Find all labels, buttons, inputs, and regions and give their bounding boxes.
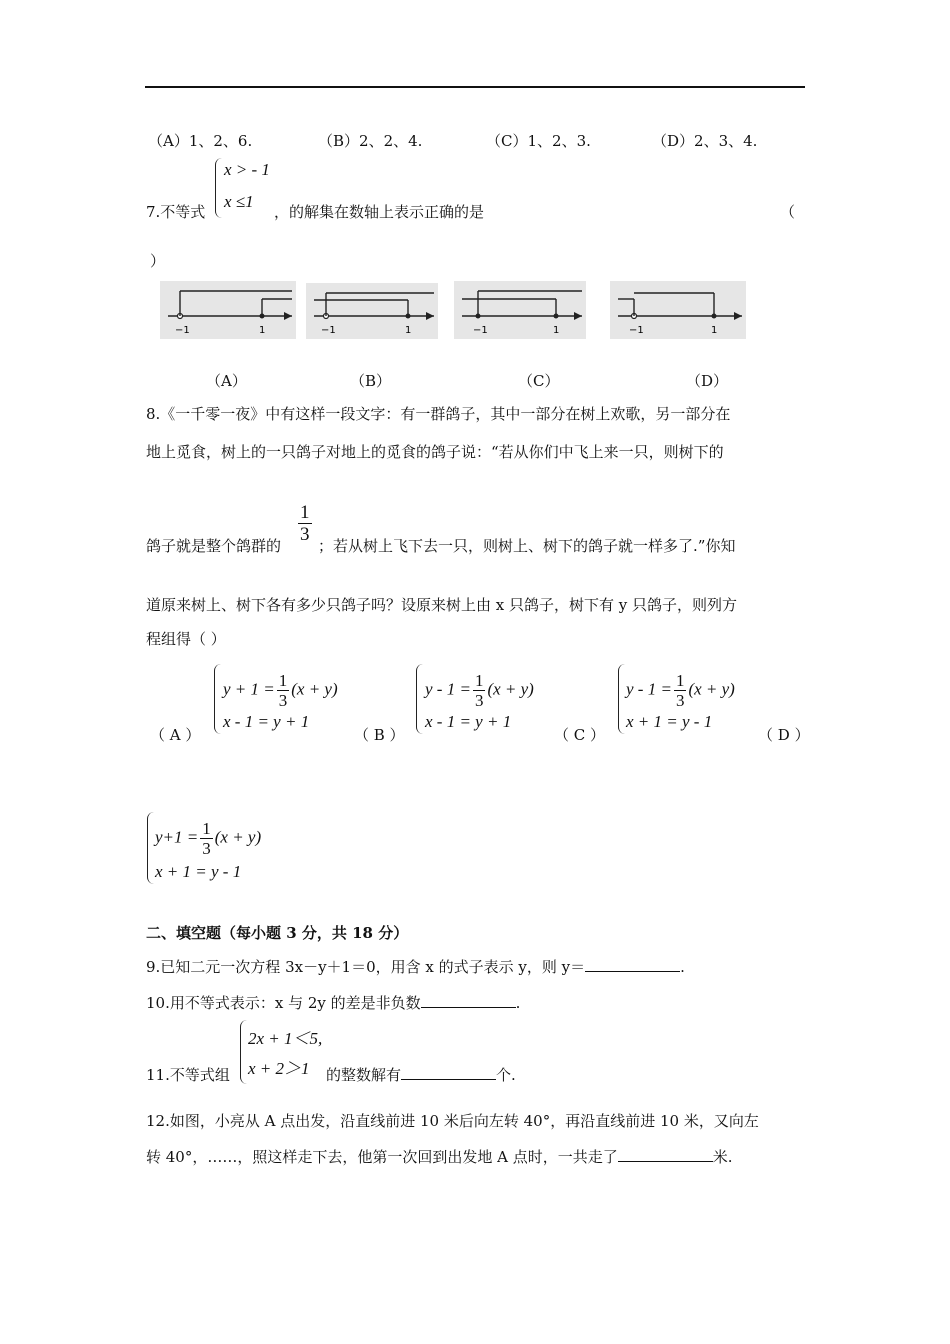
q8-line4: 道原来树上、树下各有多少只鸽子吗？设原来树上由 x 只鸽子，树下有 y 只鸽子，则列方: [146, 596, 738, 614]
q8-a-eq2: x - 1 = y + 1: [223, 712, 310, 731]
q11-brace: [240, 1020, 247, 1084]
number-line-c-tick-neg: −1: [473, 325, 488, 336]
q11-prefix: 11.不等式组: [146, 1066, 230, 1084]
q8-c-brace: [618, 664, 625, 734]
q8-fraction: [298, 503, 312, 544]
q11-tail: 的整数解有 个.: [326, 1066, 516, 1084]
q8-d-brace: [147, 812, 154, 884]
q7-question: ，的解集在数轴上表示正确的是: [274, 203, 485, 221]
q8-line5: 程组得（ ）: [146, 630, 226, 648]
q7-paren-open: （: [780, 203, 796, 221]
number-line-a-tick-pos: 1: [259, 325, 266, 336]
number-line-d-tick-neg: −1: [629, 325, 644, 336]
q8-a-eq1: y + 1 = $\frac{1}{3}$ (x + y): [223, 671, 338, 710]
q7-label-a: （A）: [206, 372, 247, 390]
q8-line2: 地上觅食，树上的一只鸽子对地上的觅食的鸽子说：“若从你们中飞上来一只，则树下的: [146, 443, 724, 461]
q8-c-eq1: y - 1 = $\frac{1}{3}$ (x + y): [626, 671, 735, 710]
number-line-a: [160, 281, 296, 339]
q7-label-c: （C）: [518, 372, 560, 390]
q8-a-label: （ A ）: [150, 726, 201, 744]
q6-option-d: （D）2、3、4.: [652, 132, 758, 150]
q7-label-b: （B）: [350, 372, 392, 390]
q6-option-c: （C）1、2、3.: [486, 132, 591, 150]
number-line-d: [610, 281, 746, 339]
q7-paren-close: ）: [150, 252, 166, 270]
q8-d-eq1: y+1 = $\frac{1}{3}$ (x + y): [155, 819, 262, 858]
q10-answer-blank[interactable]: [421, 993, 516, 1008]
q11-system-line2: x + 2＞1: [248, 1059, 310, 1078]
q8-line3a: 鸽子就是整个鸽群的: [146, 537, 282, 555]
q6-option-b: （B）2、2、4.: [318, 132, 423, 150]
number-line-b-tick-neg: −1: [321, 325, 336, 336]
q8-a-brace: [214, 664, 221, 734]
q8-b-eq2: x - 1 = y + 1: [425, 712, 512, 731]
q7-brace: [215, 158, 222, 218]
section2-title: 二、填空题（每小题 3 分，共 18 分）: [146, 924, 409, 942]
q8-line1: 8.《一千零一夜》中有这样一段文字：有一群鸽子，其中一部分在树上欢歌，另一部分在: [146, 405, 731, 423]
q9-text: 9.已知二元一次方程 3x－y＋1＝0，用含 x 的式子表示 y，则 y＝ .: [146, 958, 685, 976]
q8-b-label: （ B ）: [354, 726, 405, 744]
q8-d-eq2: x + 1 = y - 1: [155, 862, 242, 881]
q8-fraction-den: 3: [300, 524, 310, 545]
q6-option-a: （A）1、2、6.: [148, 132, 253, 150]
number-line-b-tick-pos: 1: [405, 325, 412, 336]
q8-line3b: ；若从树上飞下去一只，则树上、树下的鸽子就一样多了.”你知: [318, 537, 736, 555]
q9-answer-blank[interactable]: [585, 957, 680, 972]
q11-system-line1: 2x + 1＜5,: [248, 1029, 323, 1048]
header-rule: [145, 86, 805, 88]
number-line-c-tick-pos: 1: [553, 325, 560, 336]
q8-d-label: （ D ）: [758, 726, 810, 744]
number-line-d-tick-pos: 1: [711, 325, 718, 336]
q7-prefix: 7.不等式: [146, 203, 206, 221]
number-line-b: [306, 283, 438, 339]
q7-system-line1: x > - 1: [224, 160, 270, 179]
q8-b-eq1: y - 1 = $\frac{1}{3}$ (x + y): [425, 671, 534, 710]
q8-b-brace: [416, 664, 423, 734]
q12-answer-blank[interactable]: [618, 1147, 713, 1162]
q8-c-eq2: x + 1 = y - 1: [626, 712, 713, 731]
q11-answer-blank[interactable]: [401, 1065, 496, 1080]
number-line-c: [454, 281, 586, 339]
q8-c-label: （ C ）: [554, 726, 606, 744]
q10-text: 10.用不等式表示：x 与 2y 的差是非负数 .: [146, 994, 521, 1012]
q8-fraction-num: 1: [300, 502, 310, 523]
q7-system-line2: x ≤1: [224, 192, 254, 211]
q7-label-d: （D）: [686, 372, 729, 390]
number-line-a-tick-neg: −1: [175, 325, 190, 336]
q12-line1: 12.如图，小亮从 A 点出发，沿直线前进 10 米后向左转 40°，再沿直线前进 10 米，又向左: [146, 1112, 759, 1130]
q12-line2: 转 40°，……，照这样走下去，他第一次回到出发地 A 点时，一共走了 米.: [146, 1148, 733, 1166]
